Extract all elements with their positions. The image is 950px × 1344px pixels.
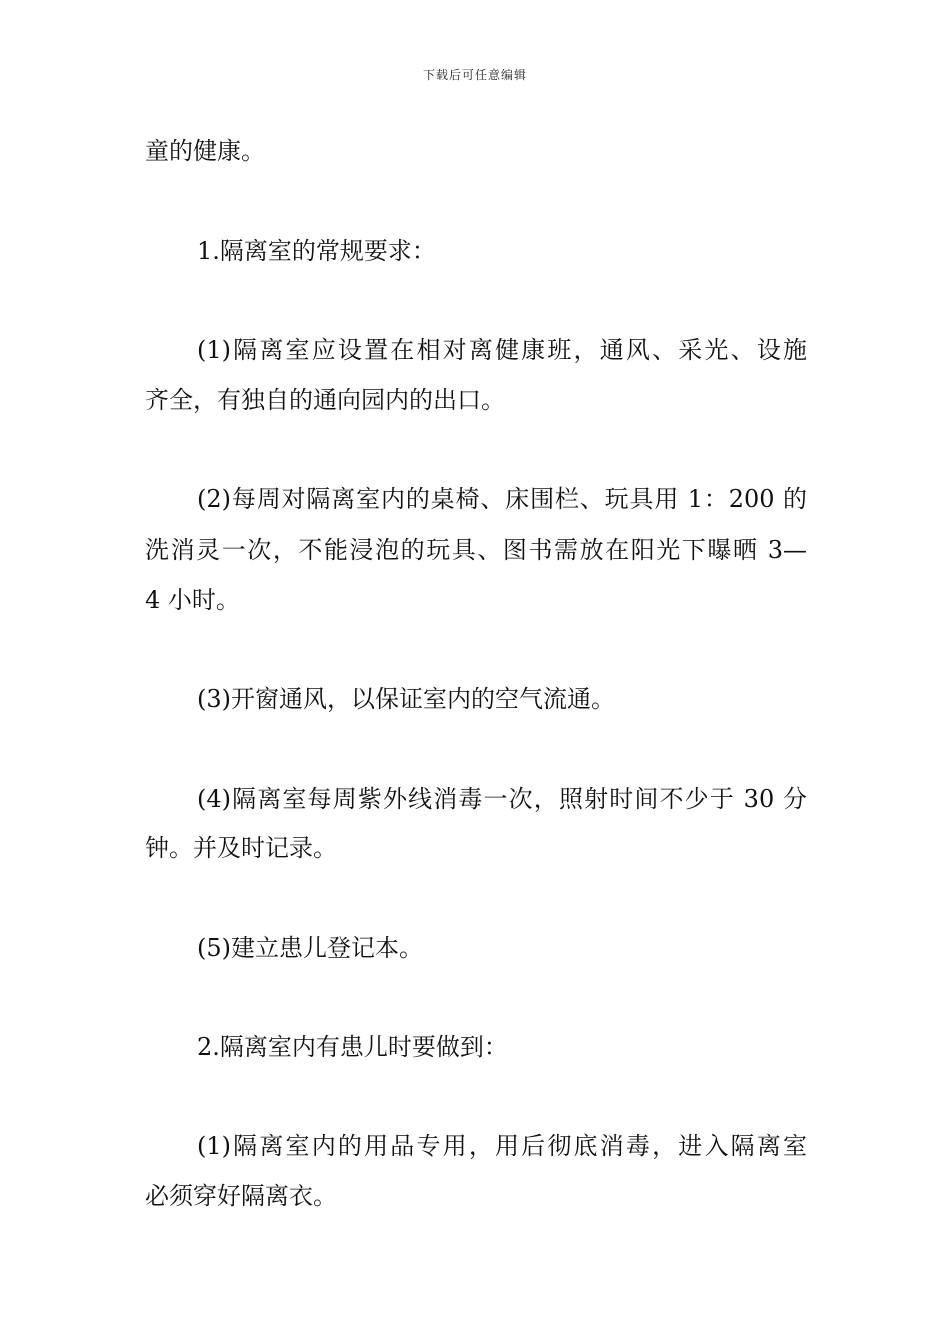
- section-heading: 1.隔离室的常规要求：: [197, 237, 436, 265]
- page-header: 下载后可任意编辑: [422, 68, 527, 82]
- paragraph-line: 齐全，有独自的通向园内的出口。: [145, 386, 505, 414]
- paragraph-line: 童的健康。: [145, 137, 265, 165]
- paragraph-line: (1)隔离室内的用品专用，用后彻底消毒，进入隔离室: [197, 1132, 807, 1160]
- paragraph-line: (2)每周对隔离室内的桌椅、床围栏、玩具用 1：200 的: [197, 485, 807, 513]
- paragraph-line: (4)隔离室每周紫外线消毒一次，照射时间不少于 30 分: [197, 785, 807, 813]
- paragraph-line: 洗消灵一次，不能浸泡的玩具、图书需放在阳光下曝晒 3—: [145, 536, 807, 564]
- paragraph-line: (1)隔离室应设置在相对离健康班，通风、采光、设施: [197, 336, 807, 364]
- paragraph-line: (5)建立患儿登记本。: [197, 934, 423, 962]
- paragraph-line: (3)开窗通风，以保证室内的空气流通。: [197, 685, 615, 713]
- paragraph-line: 钟。并及时记录。: [145, 834, 337, 862]
- section-heading: 2.隔离室内有患儿时要做到：: [197, 1033, 508, 1061]
- paragraph-line: 4 小时。: [145, 586, 240, 614]
- paragraph-line: 必须穿好隔离衣。: [145, 1182, 337, 1210]
